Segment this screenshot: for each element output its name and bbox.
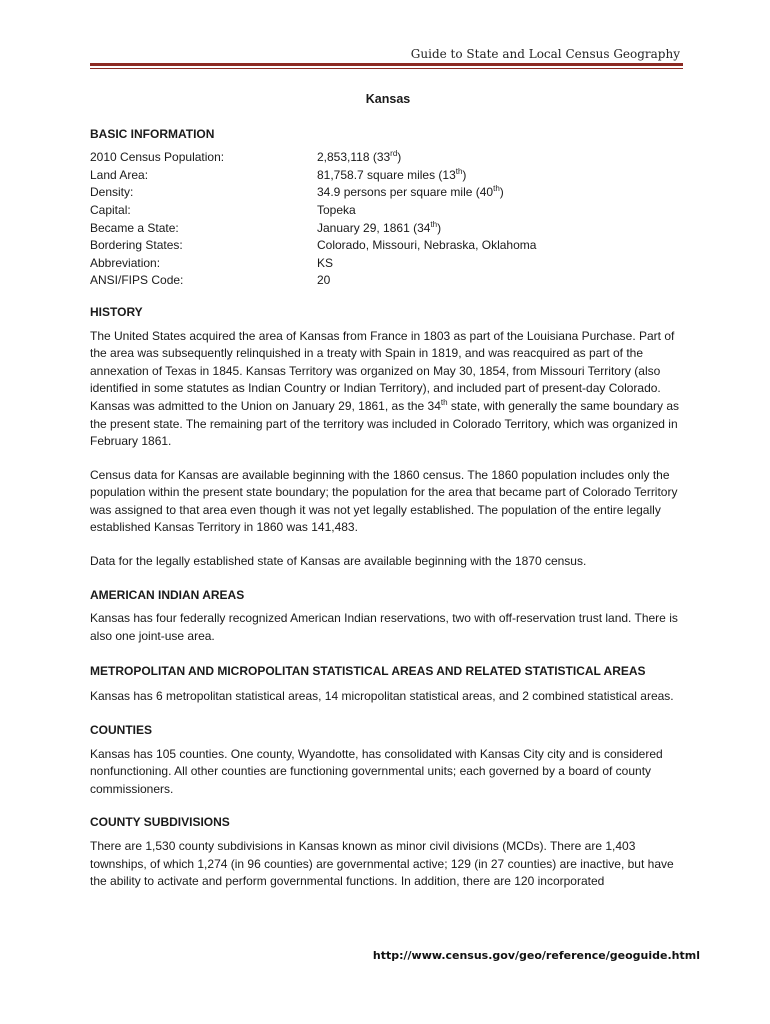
running-header: Guide to State and Local Census Geography bbox=[410, 47, 680, 61]
info-row bbox=[90, 272, 686, 290]
info-label: Density: bbox=[90, 185, 134, 200]
info-label: 2010 Census Population: bbox=[90, 150, 225, 165]
info-row bbox=[90, 149, 686, 167]
info-label: Bordering States: bbox=[90, 238, 183, 253]
info-row bbox=[90, 202, 686, 220]
metro-heading: METROPOLITAN AND MICROPOLITAN STATISTICAL AREAS AND RELATED STATISTICAL AREAS bbox=[90, 664, 646, 679]
info-row bbox=[90, 220, 686, 238]
info-value: 20 bbox=[317, 273, 331, 288]
info-value: January 29, 1861 (34th) bbox=[317, 219, 442, 235]
info-row bbox=[90, 255, 686, 273]
header-rule-thick bbox=[90, 63, 683, 66]
american-indian-paragraph: Kansas has four federally recognized American Indian reservations, two with off-reservation trust land. There is also one joint-use area. bbox=[90, 611, 678, 643]
info-label: Became a State: bbox=[90, 220, 179, 235]
footer-url-link[interactable]: http://www.census.gov/geo/reference/geoguide.html bbox=[372, 949, 700, 962]
county-subdivisions-heading: COUNTY SUBDIVISIONS bbox=[90, 815, 230, 830]
history-heading: HISTORY bbox=[90, 304, 143, 319]
document-body bbox=[90, 91, 686, 907]
history-paragraph-1: The United States acquired the area of Kansas from France in 1803 as part of the Louisiana Purchase. Part of the area was subsequently relinquished in a treaty with Spain in 1819, and was reacquired as part of the annexation of Texas in 1845. Kansas Territory was organized on May 30, 1854, from Missouri Territory (also identified in some statutes as Indian Country or Indian Territory), and included part of present-day Colorado. Kansas was admitted to the Union on January 29, 1861, as the 34th state, with generally the same boundary as the present state. The remaining part of the territory was included in Colorado Territory, which was organized in February 1861. bbox=[90, 328, 680, 449]
history-paragraph-2: Census data for Kansas are available beginning with the 1860 census. The 1860 population includes only the population within the present state boundary; the population for the area that became part of Colorado Territory was assigned to that area even though it was not yet legally established. The population of the entire legally established Kansas Territory in 1860 was 141,483. bbox=[90, 467, 678, 535]
info-value: KS bbox=[317, 255, 334, 270]
counties-heading: COUNTIES bbox=[90, 723, 153, 738]
info-value: 81,758.7 square miles (13th) bbox=[317, 166, 467, 182]
american-indian-heading: AMERICAN INDIAN AREAS bbox=[90, 587, 245, 602]
info-value: Topeka bbox=[317, 202, 356, 217]
info-value: 2,853,118 (33rd) bbox=[317, 149, 402, 165]
history-paragraph-3: Data for the legally established state of Kansas are available beginning with the 1870 census. bbox=[90, 554, 587, 569]
info-row bbox=[90, 184, 686, 202]
info-label: Abbreviation: bbox=[90, 255, 161, 270]
info-row bbox=[90, 167, 686, 185]
basic-info-heading: BASIC INFORMATION bbox=[90, 126, 215, 141]
info-value: Colorado, Missouri, Nebraska, Oklahoma bbox=[317, 238, 537, 253]
county-subdivisions-paragraph: There are 1,530 county subdivisions in Kansas known as minor civil divisions (MCDs). There are 1,403 townships, of which 1,274 (in 96 counties) are governmental active; 129 (in 27 counties) are inactive, but have the ability to activate and perform governmental functions. In addition, there are 120 incorporated bbox=[90, 839, 674, 889]
basic-info-table bbox=[90, 149, 686, 290]
header-rule-thin bbox=[90, 68, 683, 69]
info-label: ANSI/FIPS Code: bbox=[90, 273, 184, 288]
counties-paragraph: Kansas has 105 counties. One county, Wyandotte, has consolidated with Kansas City city and is considered nonfunctioning. All other counties are functioning governmental units; each governed by a board of county commissioners. bbox=[90, 746, 663, 796]
state-title: Kansas bbox=[365, 92, 411, 106]
info-row bbox=[90, 237, 686, 255]
info-label: Land Area: bbox=[90, 167, 149, 182]
info-label: Capital: bbox=[90, 202, 131, 217]
metro-paragraph: Kansas has 6 metropolitan statistical areas, 14 micropolitan statistical areas, and 2 combined statistical areas. bbox=[90, 689, 674, 704]
info-value: 34.9 persons per square mile (40th) bbox=[317, 184, 504, 200]
